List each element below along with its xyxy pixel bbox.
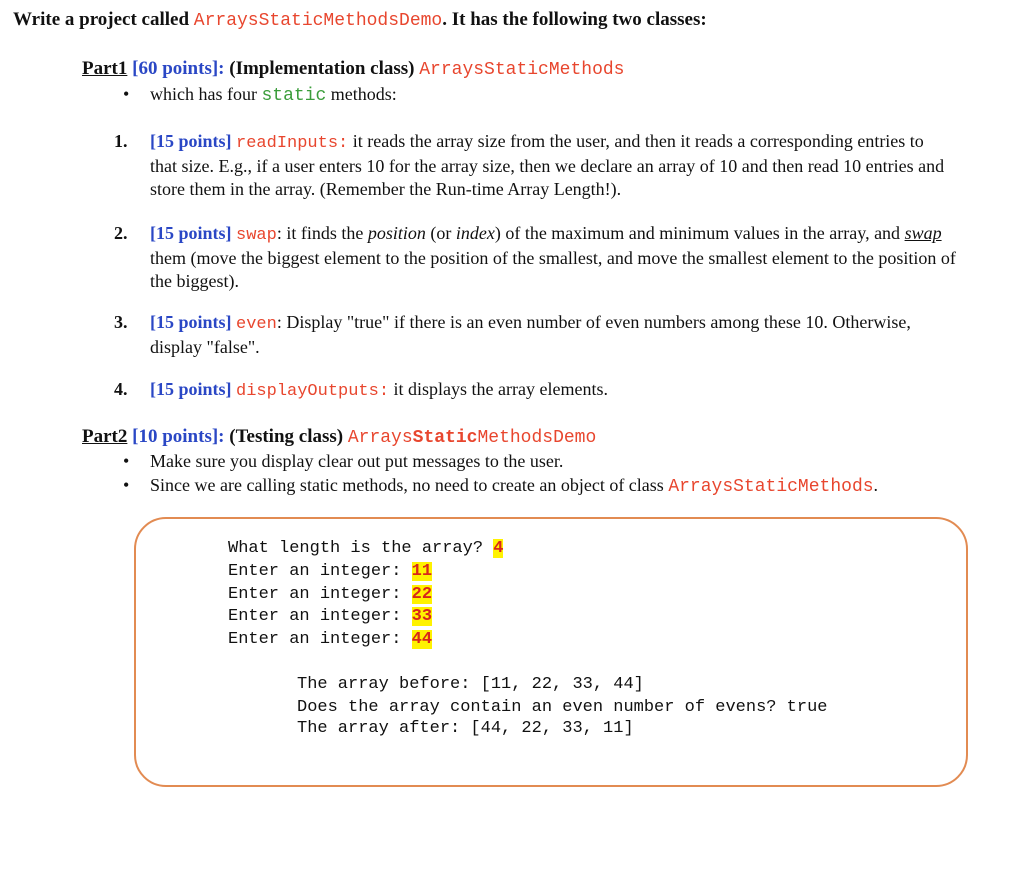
console-line-length: What length is the array? 4 — [228, 539, 504, 558]
console-line-input: Enter an integer: 11 — [228, 562, 433, 581]
user-input-value: 11 — [411, 562, 433, 581]
user-input-value: 44 — [411, 630, 433, 649]
part1-classname: ArraysStaticMethods — [419, 60, 625, 80]
console-line-input: Enter an integer: 33 — [228, 607, 433, 626]
part1-bullet: • which has four static methods: — [123, 84, 397, 106]
console-line-even: Does the array contain an even number of evens? true — [297, 698, 828, 717]
part2-bullet-2: • Since we are calling static methods, no need to create an object of class ArraysStaticMethods. — [123, 475, 879, 497]
console-line-before: The array before: [11, 22, 33, 44] — [297, 675, 644, 694]
bullet-icon: • — [123, 84, 130, 104]
page-title: Write a project called ArraysStaticMethodsDemo. It has the following two classes: — [13, 9, 707, 31]
bullet-icon: • — [123, 475, 130, 495]
project-name: ArraysStaticMethodsDemo — [193, 11, 443, 31]
part1-heading: Part1 [60 points]: (Implementation class) ArraysStaticMethods — [82, 58, 625, 80]
part2-bullet-1: • Make sure you display clear out put messages to the user. — [123, 451, 564, 471]
user-input-value: 4 — [493, 539, 504, 558]
user-input-value: 22 — [411, 585, 433, 604]
console-line-after: The array after: [44, 22, 33, 11] — [297, 719, 634, 738]
console-line-input: Enter an integer: 44 — [228, 630, 433, 649]
console-line-input: Enter an integer: 22 — [228, 585, 433, 604]
part2-heading: Part2 [10 points]: (Testing class) ArraysStaticMethodsDemo — [82, 426, 597, 448]
bullet-icon: • — [123, 451, 130, 471]
user-input-value: 33 — [411, 607, 433, 626]
